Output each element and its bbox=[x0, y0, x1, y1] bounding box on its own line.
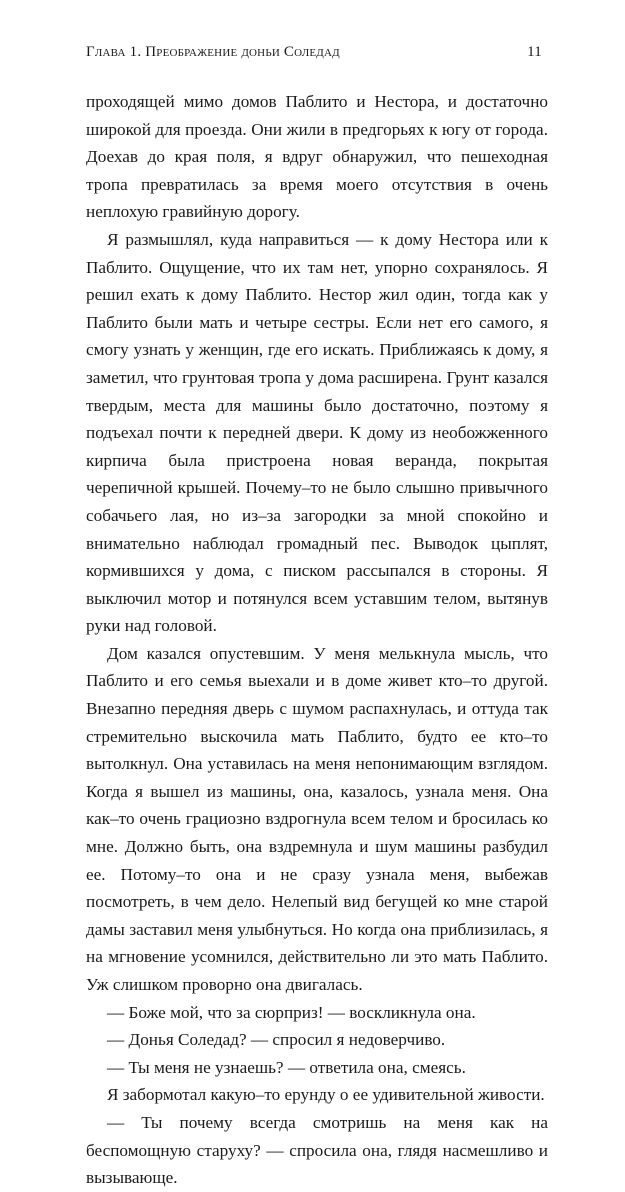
paragraph-continuation: проходящей мимо домов Паблито и Нестора, и достаточно широкой для проезда. Они жили в предгорьях к югу от города. Доехав до края поля, я вдруг обнаружил, что пешеходная тропа превратилась за время моего отсутствия в очень неплохую гравийную дорогу. bbox=[86, 92, 548, 222]
chapter-title: Глава 1. Преображение доньи Соледад bbox=[86, 44, 340, 60]
paragraph: Я размышлял, куда направиться — к дому Нестора или к Паблито. Ощущение, что их там нет, упорно сохранялось. Я решил ехать к дому Паблито. Нестор жил один, тогда как у Паблито были мать и четыре сестры. Если нет его самого, я смогу узнать у женщин, где его искать. Приближаясь к дому, я заметил, что грунтовая тропа у дома расширена. Грунт казался твердым, места для машины было достаточно, поэтому я подъехал почти к передней двери. К дому из необожженного кирпича была пристроена новая веранда, покрытая черепичной крышей. Почему–то не было слышно привычного собачьего лая, но из–за загородки за мной спокойно и внимательно наблюдал громадный пес. Выводок цыплят, кормившихся у дома, с писком рассыпался в стороны. Я выключил мотор и потянулся всем уставшим телом, вытянув руки над головой. bbox=[86, 229, 548, 636]
dialogue-line: — Донья Соледад? — спросил я недоверчиво. bbox=[107, 1030, 446, 1050]
dialogue-line: — Боже мой, что за сюрприз! — воскликнула она. bbox=[107, 1002, 476, 1022]
dialogue-line: — Ты меня не узнаешь? — ответила она, смеясь. bbox=[107, 1057, 466, 1077]
paragraph: Дом казался опустевшим. У меня мелькнула мысль, что Паблито и его семья выехали и в доме живет кто–то другой. Внезапно передняя дверь с шумом распахнулась, и оттуда так стремительно выскочила мать Паблито, будто ее кто–то вытолкнул. Она уставилась на меня непонимающим взглядом. Когда я вышел из машины, она, казалось, узнала меня. Она как–то очень грациозно вздрогнула всем телом и бросилась ко мне. Должно быть, она вздремнула и шум машины разбудил ее. Потому–то она и не сразу узнала меня, выбежав посмотреть, в чем дело. Нелепый вид бегущей ко мне старой дамы заставил меня улыбнуться. Но когда она приблизилась, я на мгновение усомнился, действительно ли это мать Паблито. Уж слишком проворно она двигалась. bbox=[86, 643, 548, 994]
dialogue-line: — Ты почему всегда смотришь на меня как на беспомощную старуху? — спросила она, глядя насмешливо и вызывающе. bbox=[86, 1112, 548, 1188]
page-number: 11 bbox=[527, 44, 542, 60]
paragraph: Я забормотал какую–то ерунду о ее удивительной живости. bbox=[107, 1085, 545, 1105]
body-text bbox=[86, 88, 548, 1192]
book-page bbox=[86, 44, 548, 1192]
running-header bbox=[86, 44, 548, 68]
